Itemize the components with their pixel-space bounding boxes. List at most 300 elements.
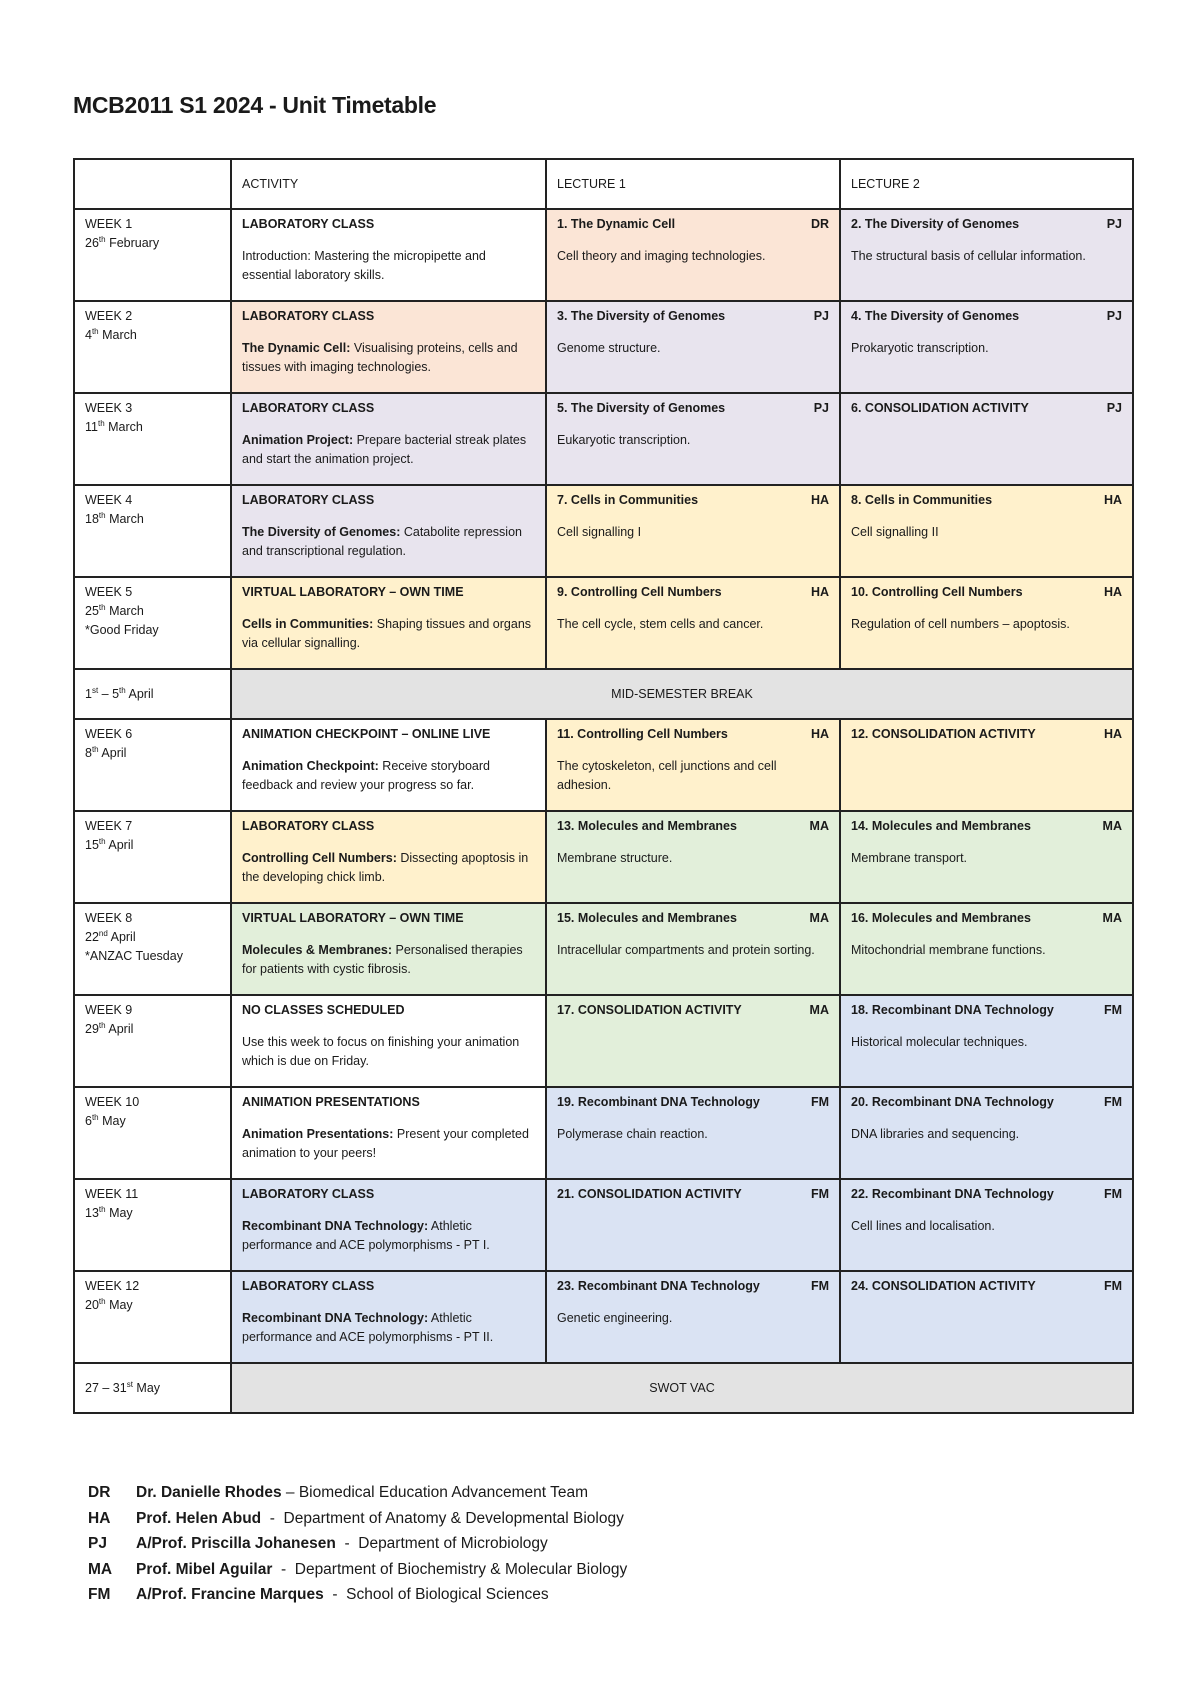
lecture-1-cell [546,719,840,811]
week-cell [74,209,231,301]
date-day: 15 [85,838,99,852]
week-date [85,602,220,621]
header-cell: LECTURE 1 [546,159,840,209]
date-month: May [109,1298,133,1312]
lecture-1-cell [546,485,840,577]
lecturer-code: MA [1102,911,1122,925]
spacer [242,418,535,431]
activity-text: Dissecting apoptosis in the developing chick limb. [242,851,529,884]
lecture-2-cell [840,209,1133,301]
week-label: WEEK 5 [85,585,133,599]
week-row [74,485,1133,577]
date-day: 18 [85,512,99,526]
lecture-title-group [557,583,722,602]
lecture-number: 24. [851,1279,869,1293]
lecture-title-group [851,307,1019,326]
activity-cell [231,903,546,995]
activity-lead: The Dynamic Cell: [242,341,351,355]
lecture-title: CONSOLIDATION ACTIVITY [577,1003,742,1017]
week-cell [74,1087,231,1179]
week-date [85,418,220,437]
lecture-2-cell [840,903,1133,995]
lecture-heading [851,307,1122,326]
week-row [74,719,1133,811]
lecture-number: 6. [851,401,862,415]
spacer [851,602,1122,615]
week-date [85,1296,220,1315]
break-end-day: – 31 [98,1380,127,1395]
staff-name: A/Prof. Francine Marques [136,1586,324,1603]
staff-name: Prof. Mibel Aguilar [136,1560,273,1578]
week-cell [74,1271,231,1363]
lecture-2-cell [840,811,1133,903]
week-cell [74,995,231,1087]
spacer [242,1020,535,1033]
activity-cell [231,209,546,301]
lecture-heading [557,399,829,418]
lecture-1-cell [546,1179,840,1271]
lecture-description: Regulation of cell numbers – apoptosis. [851,617,1070,631]
lecture-title: Controlling Cell Numbers [871,585,1023,599]
activity-lead: Molecules & Membranes: [242,943,393,957]
week-row [74,577,1133,669]
separator: - [335,1535,359,1552]
lecture-heading [557,1277,829,1296]
week-row [74,811,1133,903]
lecture-number: 22. [851,1187,869,1201]
spacer [557,510,829,523]
date-suffix: th [91,744,99,754]
date-day: 26 [85,236,99,250]
break-row [74,669,1133,719]
activity-title: LABORATORY CLASS [242,493,375,507]
lecture-2-cell [840,301,1133,393]
spacer [557,1112,829,1125]
lecture-number: 1. [557,217,568,231]
spacer [242,510,535,523]
spacer [557,836,829,849]
header-cell: LECTURE 2 [840,159,1133,209]
activity-cell [231,1179,546,1271]
spacer [557,1296,829,1309]
week-label: WEEK 2 [85,309,133,323]
spacer [242,602,535,615]
break-label: SWOT VAC [231,1363,1133,1413]
activity-lead: Cells in Communities: [242,617,374,631]
lecture-title-group [557,1001,742,1020]
week-date [85,1204,220,1223]
lecture-description: The structural basis of cellular information. [851,249,1086,263]
activity-title: LABORATORY CLASS [242,1279,375,1293]
date-month: March [109,512,144,526]
week-label: WEEK 8 [85,911,133,925]
lecture-title-group [851,1093,1054,1112]
page-title: MCB2011 S1 2024 - Unit Timetable [73,92,437,118]
spacer [851,744,1122,757]
lecture-title: Recombinant DNA Technology [871,1003,1054,1017]
date-suffix: th [98,836,106,846]
lecture-2-cell [840,393,1133,485]
spacer [557,602,829,615]
lecture-number: 8. [851,493,862,507]
week-label: WEEK 12 [85,1279,140,1293]
lecturer-code: HA [810,585,829,599]
lecture-title: The Diversity of Genomes [864,217,1020,231]
date-month: March [108,420,143,434]
lecturer-code: MA [1102,819,1122,833]
date-suffix: th [98,510,106,520]
lecture-title-group [557,399,725,418]
lecture-heading [851,399,1122,418]
activity-title: ANIMATION PRESENTATIONS [242,1095,420,1109]
legend-description [136,1582,549,1608]
lecture-heading [851,1093,1122,1112]
lecture-2-cell [840,1179,1133,1271]
separator: – [281,1484,299,1501]
lecture-heading [557,817,829,836]
date-suffix: th [91,1112,99,1122]
legend-code: PJ [88,1535,107,1552]
lecture-title: Recombinant DNA Technology [871,1095,1054,1109]
lecturer-code: PJ [1106,401,1122,415]
lecturer-code: FM [810,1095,829,1109]
legend-description [136,1480,588,1506]
spacer [851,1204,1122,1217]
lecture-title: Recombinant DNA Technology [577,1279,760,1293]
lecture-title: Recombinant DNA Technology [871,1187,1054,1201]
activity-cell [231,811,546,903]
activity-description [242,339,535,377]
legend-item [88,1480,627,1506]
activity-text: Prepare bacterial streak plates and start the animation project. [242,433,527,466]
lecturer-code: MA [809,819,829,833]
lecture-title: CONSOLIDATION ACTIVITY [864,401,1029,415]
week-date [85,510,220,529]
lecture-number: 3. [557,309,568,323]
lecture-heading [851,725,1122,744]
week-date [85,1112,220,1131]
week-cell [74,301,231,393]
date-day: 13 [85,1206,99,1220]
lecture-title-group [851,1185,1054,1204]
lecture-description: Cell signalling II [851,525,939,539]
lecturer-code: PJ [1106,217,1122,231]
lecture-description: Mitochondrial membrane functions. [851,943,1046,957]
staff-department: Biomedical Education Advancement Team [298,1484,589,1501]
lecture-heading [851,491,1122,510]
activity-description [242,1309,535,1347]
lecture-1-cell [546,811,840,903]
lecture-description: DNA libraries and sequencing. [851,1127,1020,1141]
lecture-heading [851,1185,1122,1204]
lecture-title: Molecules and Membranes [871,819,1031,833]
week-cell [74,485,231,577]
date-day: 8 [85,746,92,760]
date-suffix: st [91,685,99,695]
lecturer-code: PJ [1106,309,1122,323]
lecture-heading [851,817,1122,836]
date-suffix: th [119,685,126,695]
activity-lead: Controlling Cell Numbers: [242,851,397,865]
week-row [74,301,1133,393]
activity-lead: Recombinant DNA Technology: [242,1219,429,1233]
lecture-description: Historical molecular techniques. [851,1035,1028,1049]
lecture-1-cell [546,577,840,669]
week-date [85,836,220,855]
staff-name: Prof. Helen Abud [136,1509,262,1527]
week-cell [74,393,231,485]
lecture-1-cell [546,209,840,301]
lecture-title-group [557,307,725,326]
spacer [242,1112,535,1125]
lecture-1-cell [546,393,840,485]
lecture-heading [851,1001,1122,1020]
staff-department: Department of Biochemistry & Molecular Biology [294,1560,628,1578]
activity-text: Use this week to focus on finishing your animation which is due on Friday. [242,1035,520,1068]
lecturer-code: HA [810,727,829,741]
lecture-title: Recombinant DNA Technology [577,1095,760,1109]
holiday-note: *Good Friday [85,623,159,637]
lecture-2-cell [840,995,1133,1087]
lecture-title: CONSOLIDATION ACTIVITY [871,727,1036,741]
legend-item [88,1531,627,1557]
lecture-number: 21. [557,1187,575,1201]
activity-title: NO CLASSES SCHEDULED [242,1003,405,1017]
lecture-1-cell [546,1271,840,1363]
lecture-number: 18. [851,1003,869,1017]
lecture-title: Controlling Cell Numbers [570,585,722,599]
activity-description [242,757,535,795]
week-row [74,393,1133,485]
activity-title: LABORATORY CLASS [242,819,375,833]
lecture-title-group [851,215,1019,234]
lecture-description: Membrane transport. [851,851,968,865]
lecturer-code: FM [1103,1003,1122,1017]
activity-title: LABORATORY CLASS [242,309,375,323]
lecture-description: The cell cycle, stem cells and cancer. [557,617,764,631]
activity-cell [231,485,546,577]
week-row [74,1179,1133,1271]
lecture-1-cell [546,995,840,1087]
spacer [851,1020,1122,1033]
separator: - [272,1560,295,1578]
lecture-number: 10. [851,585,869,599]
spacer [242,744,535,757]
lecturer-code: FM [810,1187,829,1201]
week-row [74,1087,1133,1179]
week-label: WEEK 9 [85,1003,133,1017]
date-day: 11 [85,420,98,434]
lecture-title: CONSOLIDATION ACTIVITY [871,1279,1036,1293]
lecture-title-group [851,1277,1036,1296]
spacer [851,510,1122,523]
lecture-title: Controlling Cell Numbers [577,727,728,741]
lecture-1-cell [546,903,840,995]
activity-title: LABORATORY CLASS [242,217,375,231]
spacer [851,234,1122,247]
legend-code: FM [88,1586,111,1603]
week-date [85,234,220,253]
date-suffix: th [98,1020,106,1030]
activity-text: Shaping tissues and organs via cellular signalling. [242,617,532,650]
activity-title: VIRTUAL LABORATORY – OWN TIME [242,911,464,925]
spacer [242,928,535,941]
lecturer-code: MA [809,911,829,925]
date-suffix: th [97,418,105,428]
lecture-title: The Diversity of Genomes [570,309,726,323]
lecture-title-group [851,491,992,510]
lecture-description: Genetic engineering. [557,1311,673,1325]
activity-text: Present your completed animation to your peers! [242,1127,529,1160]
lecture-description: Prokaryotic transcription. [851,341,989,355]
lecturer-code: PJ [813,309,829,323]
week-row [74,995,1133,1087]
week-date [85,928,220,947]
separator: - [261,1509,284,1527]
lecture-heading [557,491,829,510]
lecturer-code: HA [1103,493,1122,507]
lecture-title-group [851,817,1031,836]
lecture-1-cell [546,301,840,393]
lecturer-code: FM [1103,1279,1122,1293]
week-label: WEEK 4 [85,493,133,507]
lecture-2-cell [840,485,1133,577]
lecture-title-group [557,909,737,928]
spacer [242,836,535,849]
lecture-heading [557,909,829,928]
week-row [74,209,1133,301]
activity-cell [231,1087,546,1179]
lecture-number: 23. [557,1279,575,1293]
date-month: February [109,236,160,250]
lecture-title: The Dynamic Cell [570,217,676,231]
week-date [85,744,220,763]
lecture-heading [851,909,1122,928]
legend-item [88,1506,627,1532]
lecture-title: Cells in Communities [570,493,699,507]
break-month: April [125,686,154,701]
break-end-day: – 5 [98,686,120,701]
lecture-title-group [851,1001,1054,1020]
activity-cell [231,1271,546,1363]
lecture-number: 17. [557,1003,575,1017]
lecture-heading [851,583,1122,602]
activity-cell [231,301,546,393]
break-start-day: 1 [85,686,92,701]
lecture-number: 14. [851,819,869,833]
staff-name: Dr. Danielle Rhodes [136,1484,282,1501]
lecturer-code: HA [1103,727,1122,741]
activity-text: Athletic performance and ACE polymorphisms - PT II. [242,1311,494,1344]
legend-item [88,1582,627,1608]
activity-text: Introduction: Mastering the micropipette and essential laboratory skills. [242,249,486,282]
spacer [557,1204,829,1217]
activity-description [242,1125,535,1163]
spacer [851,1296,1122,1309]
lecture-description: Polymerase chain reaction. [557,1127,708,1141]
date-month: April [108,838,134,852]
activity-text: Receive storyboard feedback and review your progress so far. [242,759,490,792]
activity-description [242,1217,535,1255]
lecture-heading [851,1277,1122,1296]
activity-cell [231,393,546,485]
lecture-title-group [557,725,728,744]
activity-title: LABORATORY CLASS [242,1187,375,1201]
week-label: WEEK 11 [85,1187,139,1201]
lecture-number: 9. [557,585,568,599]
lecture-title-group [557,1185,742,1204]
lecture-title-group [851,725,1036,744]
spacer [242,1204,535,1217]
legend-description [136,1506,624,1532]
date-suffix: th [98,234,106,244]
spacer [242,326,535,339]
week-label: WEEK 1 [85,217,133,231]
lecture-title: Molecules and Membranes [577,911,737,925]
staff-department: Department of Microbiology [358,1535,548,1552]
legend-code: DR [88,1484,111,1501]
week-cell [74,811,231,903]
lecture-number: 12. [851,727,869,741]
lecture-description: Eukaryotic transcription. [557,433,691,447]
activity-lead: Recombinant DNA Technology: [242,1311,429,1325]
lecture-2-cell [840,1087,1133,1179]
lecture-title-group [557,1093,760,1112]
lecture-title: The Diversity of Genomes [864,309,1020,323]
lecture-description: Membrane structure. [557,851,673,865]
lecturer-code: DR [810,217,829,231]
lecture-heading [557,215,829,234]
week-cell [74,577,231,669]
activity-title: VIRTUAL LABORATORY – OWN TIME [242,585,464,599]
activity-text: Personalised therapies for patients with cystic fibrosis. [242,943,523,976]
spacer [242,234,535,247]
date-day: 25 [85,604,99,618]
lecturer-code: HA [810,493,829,507]
lecture-title-group [851,399,1029,418]
lecture-title: Cells in Communities [864,493,993,507]
week-label: WEEK 10 [85,1095,140,1109]
lecture-2-cell [840,1271,1133,1363]
unit-timetable [73,158,1134,1414]
spacer [851,1112,1122,1125]
date-month: April [108,1022,134,1036]
lecture-2-cell [840,577,1133,669]
holiday-note: *ANZAC Tuesday [85,949,183,963]
activity-text: Catabolite repression and transcriptional regulation. [242,525,522,558]
activity-description [242,247,535,285]
header-cell [74,159,231,209]
date-suffix: th [98,1204,106,1214]
lecture-number: 19. [557,1095,575,1109]
lecturer-code: FM [1103,1187,1122,1201]
lecture-title-group [851,909,1031,928]
header-cell: ACTIVITY [231,159,546,209]
staff-legend [88,1480,627,1608]
lecturer-code: PJ [813,401,829,415]
lecture-description: Cell lines and localisation. [851,1219,995,1233]
lecture-title: CONSOLIDATION ACTIVITY [577,1187,742,1201]
lecturer-code: FM [810,1279,829,1293]
activity-text: Athletic performance and ACE polymorphisms - PT I. [242,1219,490,1252]
lecture-description: Cell signalling I [557,525,642,539]
spacer [851,836,1122,849]
date-month: May [102,1114,126,1128]
lecturer-code: MA [809,1003,829,1017]
separator: - [323,1586,347,1603]
lecturer-code: FM [1103,1095,1122,1109]
date-day: 6 [85,1114,92,1128]
